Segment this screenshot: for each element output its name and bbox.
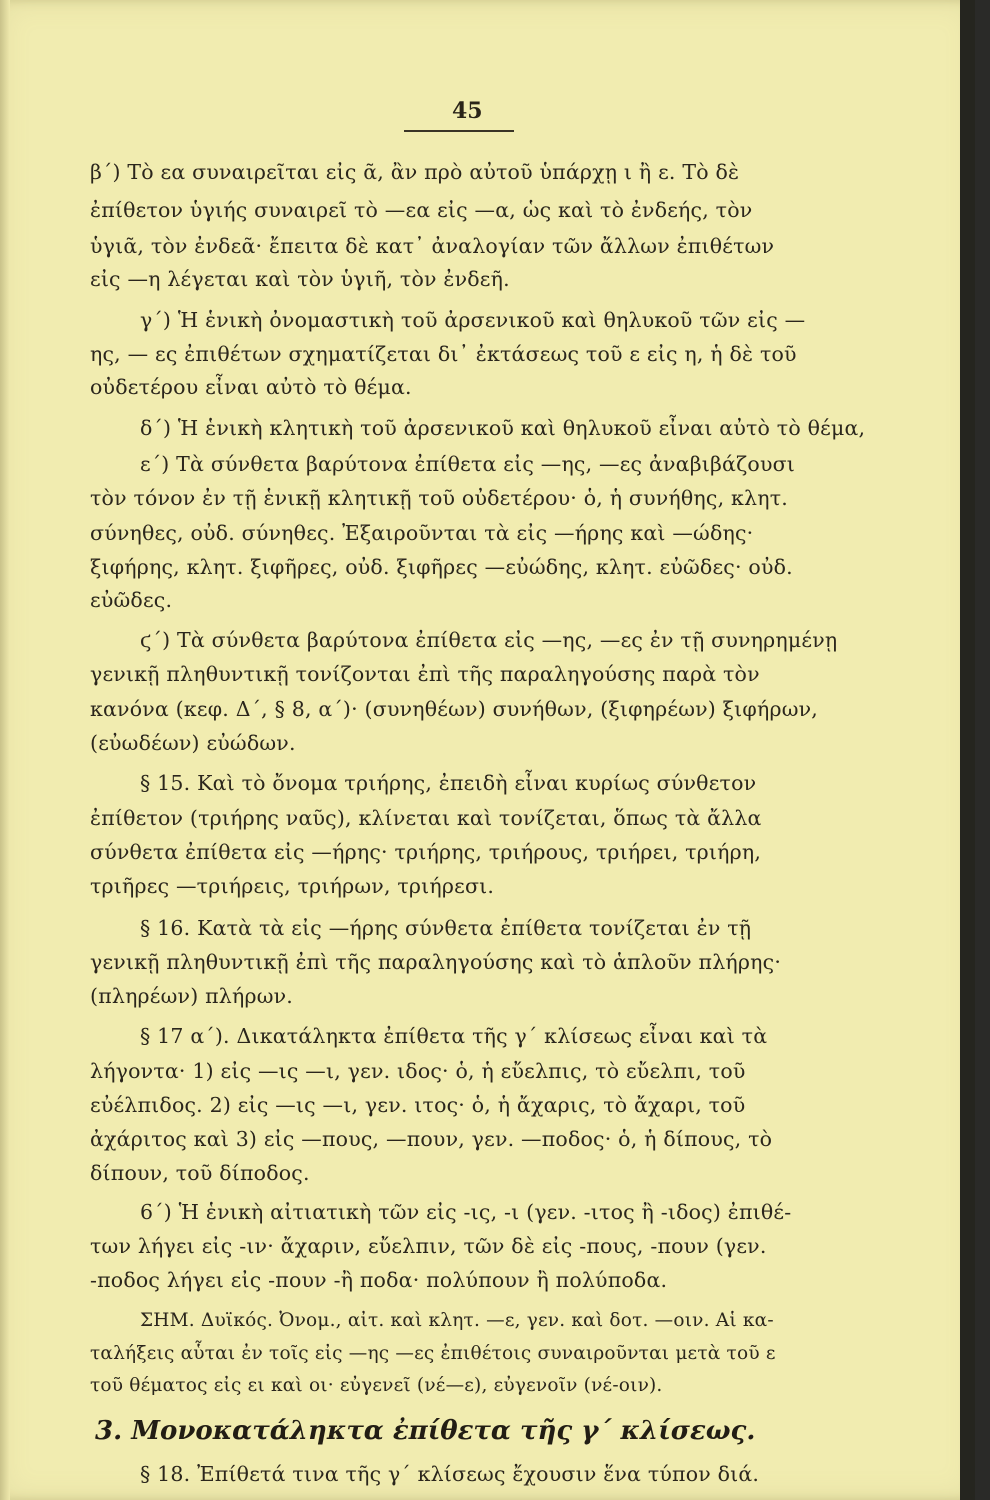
text-line: οὐδετέρου εἶναι αὐτὸ τὸ θέμα.: [90, 375, 412, 399]
text-line: τὸν τόνον ἐν τῇ ἑνικῇ κλητικῇ τοῦ οὐδετέρου· ὁ, ἡ συνήθης, κλητ.: [90, 486, 788, 510]
text-line: των λήγει εἰς -ιν· ἄχαριν, εὔελπιν, τῶν δὲ εἰς -πους, -πουν (γεν.: [90, 1234, 767, 1258]
text-line: § 18. Ἐπίθετά τινα τῆς γ΄ κλίσεως ἔχουσιν ἕνα τύπον διά.: [140, 1462, 760, 1486]
header-rule: [404, 130, 514, 132]
text-line: -ποδος λήγει εἰς -πουν -ἢ ποδα· πολύπουν ἢ πολύποδα.: [90, 1268, 668, 1292]
text-line: εὐέλπιδος. 2) εἰς —ις —ι, γεν. ιτος· ὁ, ἡ ἄχαρις, τὸ ἄχαρι, τοῦ: [90, 1093, 746, 1117]
text-line: ε΄) Τὰ σύνθετα βαρύτονα ἐπίθετα εἰς —ης, —ες ἀναβιβάζουσι: [140, 452, 796, 476]
text-line: γενικῇ πληθυντικῇ τονίζονται ἐπὶ τῆς παραληγούσης παρὰ τὸν: [90, 662, 760, 686]
text-line: δ΄) Ἡ ἑνικὴ κλητικὴ τοῦ ἀρσενικοῦ καὶ θηλυκοῦ εἶναι αὐτὸ τὸ θέμα,: [140, 416, 866, 440]
text-line: 6΄) Ἡ ἑνικὴ αἰτιατικὴ τῶν εἰς -ις, -ι (γεν. -ιτος ἢ -ιδος) ἐπιθέ-: [140, 1200, 792, 1224]
text-line: εὐῶδες.: [90, 588, 173, 612]
text-line: γενικῇ πληθυντικῇ ἐπὶ τῆς παραληγούσης καὶ τὸ ἁπλοῦν πλήρης·: [90, 950, 782, 974]
note-line: τοῦ θέματος εἰς ει καὶ οι· εὐγενεῖ (νέ—ε), εὐγενοῖν (νέ-οιν).: [90, 1375, 663, 1396]
text-line: § 16. Κατὰ τὰ εἰς —ήρης σύνθετα ἐπίθετα τονίζεται ἐν τῇ: [140, 916, 752, 940]
text-line: § 15. Καὶ τὸ ὄνομα τριήρης, ἐπειδὴ εἶναι κυρίως σύνθετον: [140, 771, 757, 795]
page-edge: [960, 0, 975, 1500]
text-line: ἀχάριτος καὶ 3) εἰς —πους, —πουν, γεν. —ποδος· ὁ, ἡ δίπους, τὸ: [90, 1127, 773, 1151]
text-line: ὑγιᾶ, τὸν ἐνδεᾶ· ἔπειτα δὲ κατ᾽ ἀναλογίαν τῶν ἄλλων ἐπιθέτων: [90, 234, 775, 258]
text-line: εἰς —η λέγεται καὶ τὸν ὑγιῆ, τὸν ἐνδεῆ.: [90, 267, 510, 291]
text-line: ἐπίθετον (τριήρης ναῦς), κλίνεται καὶ τονίζεται, ὅπως τὰ ἄλλα: [90, 806, 762, 830]
text-line: κανόνα (κεφ. Δ΄, § 8, α΄)· (συνηθέων) συνήθων, (ξιφηρέων) ξιφήρων,: [90, 697, 818, 721]
note-line: ταλήξεις αὗται ἐν τοῖς εἰς —ης —ες ἐπιθέτοις συναιροῦνται μετὰ τοῦ ε: [90, 1343, 776, 1364]
text-line: β΄) Τὸ εα συναιρεῖται εἰς ᾶ, ἂν πρὸ αὐτοῦ ὑπάρχῃ ι ἢ ε. Τὸ δὲ: [90, 160, 740, 184]
text-line: (πληρέων) πλήρων.: [90, 984, 294, 1008]
text-line: δίπουν, τοῦ δίποδος.: [90, 1161, 310, 1185]
note-line: ΣΗΜ. Δυϊκός. Ὀνομ., αἰτ. καὶ κλητ. —ε, γεν. καὶ δοτ. —οιν. Αἱ κα-: [140, 1310, 774, 1331]
page-number: 45: [452, 98, 483, 124]
text-line: τριῆρες —τριήρεις, τριήρων, τριήρεσι.: [90, 874, 495, 898]
text-line: σύνθετα ἐπίθετα εἰς —ήρης· τριήρης, τριήρους, τριήρει, τριήρη,: [90, 840, 762, 864]
text-line: σύνηθες, οὐδ. σύνηθες. Ἐξαιροῦνται τὰ εἰς —ήρης καὶ —ώδης·: [90, 521, 754, 545]
text-line: ϛ΄) Τὰ σύνθετα βαρύτονα ἐπίθετα εἰς —ης, —ες ἐν τῇ συνηρημένῃ: [140, 628, 838, 652]
text-line: (εὐωδέων) εὐώδων.: [90, 731, 296, 755]
text-line: § 17 α΄). Δικατάληκτα ἐπίθετα τῆς γ΄ κλίσεως εἶναι καὶ τὰ: [140, 1024, 768, 1048]
text-line: λήγοντα· 1) εἰς —ις —ι, γεν. ιδος· ὁ, ἡ εὔελπις, τὸ εὔελπι, τοῦ: [90, 1059, 746, 1083]
text-line: ἐπίθετον ὑγιής συναιρεῖ τὸ —εα εἰς —α, ὡς καὶ τὸ ἐνδεής, τὸν: [90, 198, 753, 222]
text-line: ης, — ες ἐπιθέτων σχηματίζεται δι᾽ ἐκτάσεως τοῦ ε εἰς η, ἡ δὲ τοῦ: [90, 342, 797, 366]
page-binding-shadow: [0, 0, 10, 1500]
section-heading: 3. Μονοκατάληκτα ἐπίθετα τῆς γ΄ κλίσεως.: [95, 1416, 756, 1446]
text-line: ξιφήρης, κλητ. ξιφῆρες, οὐδ. ξιφῆρες —εὐώδης, κλητ. εὐῶδες· οὐδ.: [90, 555, 793, 579]
text-line: γ΄) Ἡ ἑνικὴ ὀνομαστικὴ τοῦ ἀρσενικοῦ καὶ θηλυκοῦ τῶν εἰς —: [140, 308, 806, 332]
